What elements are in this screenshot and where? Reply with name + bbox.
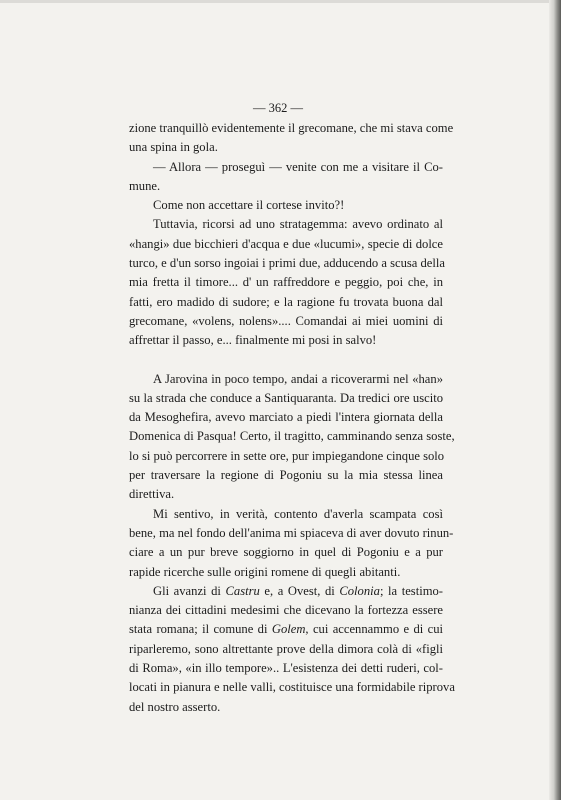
text-run: , cui accennammo e di cui xyxy=(305,622,443,637)
body-text xyxy=(129,119,455,717)
text-line: grecomane, «volens, nolens».... Comandai ai miei uomini di xyxy=(129,313,443,328)
text-line: locati in pianura e nelle valli, costituisce una formidabile riprova xyxy=(129,680,455,695)
text-line: nianza dei cittadini medesimi che dicevano la fortezza essere xyxy=(129,603,443,618)
text-line: riparleremo, sono altrettante prove della dimora colà di «figli xyxy=(129,641,443,656)
text-run: ; la testimo- xyxy=(379,583,443,598)
text-line: Tuttavia, ricorsi ad uno stratagemma: avevo ordinato al xyxy=(153,217,443,232)
text-line: su la strada che conduce a Santiquaranta. Da tredici ore uscito xyxy=(129,390,443,405)
page-number: — 362 — xyxy=(253,101,303,115)
text-line xyxy=(129,582,443,601)
place-name-colonia: Colonia xyxy=(339,583,380,598)
text-run: e, a Ovest, di xyxy=(259,583,340,598)
text-line: una spina in gola. xyxy=(129,140,218,155)
text-line: direttiva. xyxy=(129,487,175,502)
text-line: di Roma», «in illo tempore».. L'esistenza dei detti ruderi, col- xyxy=(129,661,443,676)
text-line: Mi sentivo, in verità, contento d'averla scampata così xyxy=(153,506,443,521)
text-line: del nostro asserto. xyxy=(129,699,221,714)
paragraph-gap xyxy=(129,351,443,370)
text-line: da Mesoghefira, avevo marciato a piedi l'intera giornata della xyxy=(129,410,443,425)
text-line: A Jarovina in poco tempo, andai a ricoverarmi nel «han» xyxy=(153,371,443,386)
place-name-golem: Golem xyxy=(271,622,306,637)
text-line: — Allora — proseguì — venite con me a visitare il Co- xyxy=(153,159,443,174)
text-line: rapide ricerche sulle origini romene di quegli abitanti. xyxy=(129,564,401,579)
page-binding-edge xyxy=(549,0,561,800)
text-line: mia fretta il timore... d' un raffreddore e peggio, poi che, in xyxy=(129,275,443,290)
text-line: zione tranquillò evidentemente il grecomane, che mi stava come xyxy=(129,121,454,135)
text-line: ciare a un pur breve soggiorno in quel di Pogoniu e a pur xyxy=(129,545,443,560)
text-line: Come non accettare il cortese invito?! xyxy=(153,198,345,213)
text-line: lo si può percorrere in sette ore, pur impiegandone cinque solo xyxy=(129,448,445,463)
text-line: per traversare la regione di Pogoniu su la mia stessa linea xyxy=(129,468,443,483)
text-line: Domenica di Pasqua! Certo, il tragitto, camminando senza soste, xyxy=(129,429,455,444)
text-line: turco, e d'un sorso ingoiai i primi due, adducendo a scusa della xyxy=(129,256,445,271)
text-line: mune. xyxy=(129,178,161,193)
text-run: Gli avanzi di xyxy=(153,583,226,598)
text-line: affrettar il passo, e... finalmente mi posi in salvo! xyxy=(129,333,377,348)
text-line: fatti, ero madido di sudore; e la ragione fu trovata buona dal xyxy=(129,294,443,309)
page-top-edge xyxy=(0,0,556,3)
text-line: bene, ma nel fondo dell'anima mi spiaceva di aver dovuto rinun- xyxy=(129,525,454,540)
text-run: stata romana; il comune di xyxy=(129,622,272,637)
text-line: «hangi» due bicchieri d'acqua e due «lucumi», specie di dolce xyxy=(129,236,443,251)
place-name-castru: Castru xyxy=(225,583,260,598)
text-line xyxy=(129,620,443,639)
